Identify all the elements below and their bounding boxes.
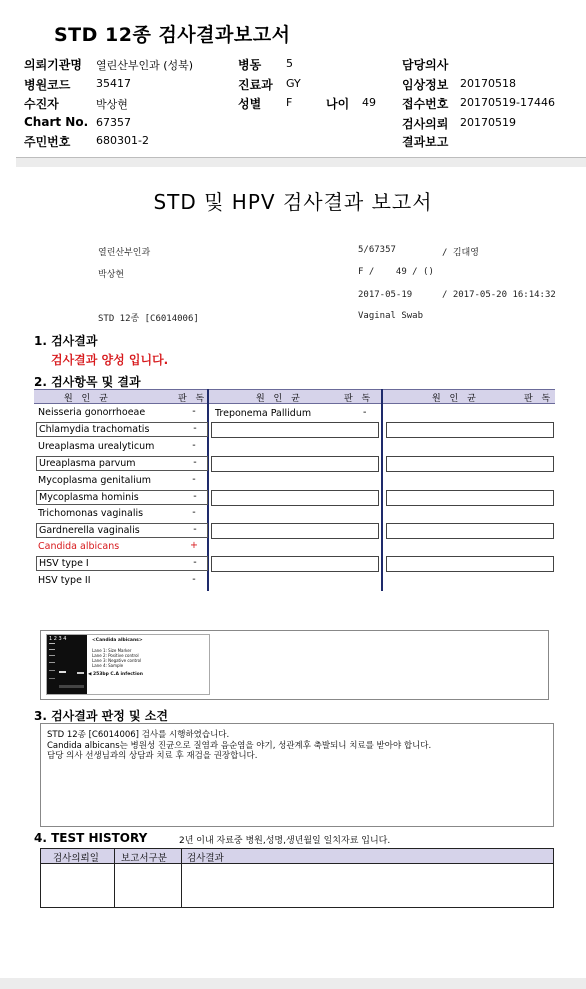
- item-row: [36, 490, 208, 505]
- dept-label: 진료과: [238, 78, 273, 92]
- report-label: 결과보고: [402, 135, 449, 149]
- item-row-positive: [36, 540, 208, 555]
- ward-value: 5: [286, 57, 293, 70]
- history-col: 검사의뢰일: [53, 853, 99, 864]
- item-result: -: [193, 557, 197, 568]
- col-pathogen-2: 원 인 균: [256, 394, 303, 404]
- sex-value: F: [286, 96, 293, 109]
- chart-no-value: 67357: [96, 116, 131, 129]
- footer-bar: [0, 978, 586, 989]
- item-result: -: [193, 491, 197, 502]
- item-result: -: [363, 407, 367, 418]
- hospital-code-value: 35417: [96, 77, 131, 90]
- info-specimen: Vaginal Swab: [358, 311, 424, 321]
- patient-label: 수진자: [24, 97, 59, 111]
- item-result: +: [190, 540, 198, 551]
- empty-cell: [211, 490, 379, 506]
- item-name: Mycoplasma hominis: [39, 492, 139, 503]
- clinic-label: 의뢰기관명: [24, 58, 82, 72]
- item-result: -: [193, 524, 197, 535]
- info-clinic: 열린산부인과: [98, 248, 151, 258]
- item-name: Gardnerella vaginalis: [39, 525, 140, 536]
- empty-cell: [211, 422, 379, 438]
- clinical-info-value: 20170518: [460, 77, 516, 90]
- history-col-divider: [181, 849, 182, 907]
- opinion-line: Candida albicans는 병원성 진균으로 질염과 음순염을 야기, 성관계후 축발되니 치료를 받아야 합니다.: [47, 741, 432, 751]
- ward-label: 병동: [238, 58, 262, 72]
- info-date-from: 2017-05-19: [358, 290, 413, 300]
- col-pathogen-1: 원 인 균: [64, 394, 111, 404]
- opinion-line: STD 12종 [C6014006] 검사를 시행하였습니다.: [47, 730, 230, 740]
- item-row: [36, 556, 208, 571]
- result-summary: 검사결과 양성 입니다.: [51, 353, 169, 367]
- chart-no-label: Chart No.: [24, 115, 89, 129]
- info-test: STD 12종 [C6014006]: [98, 314, 199, 324]
- item-row: [36, 422, 208, 437]
- col-result-1: 판 독: [178, 394, 208, 404]
- header-separator-bar: [16, 158, 586, 167]
- report-title: STD 및 HPV 검사결과 보고서: [153, 190, 433, 214]
- history-table-header: [41, 849, 553, 864]
- doctor-label: 담당의사: [402, 58, 449, 72]
- gel-title: <Candida albicans>: [92, 638, 143, 643]
- item-row: [36, 574, 208, 589]
- item-name: Ureaplasma parvum: [39, 458, 136, 469]
- receipt-no-value: 20170519-17446: [460, 96, 555, 109]
- items-table-header: [34, 389, 555, 404]
- item-result: -: [192, 574, 196, 585]
- col-result-3: 판 독: [524, 394, 554, 404]
- resident-no-label: 주민번호: [24, 135, 71, 149]
- gel-band-label: ◀ 253bp C.A infection: [88, 672, 143, 677]
- item-row: [36, 456, 208, 471]
- dept-value: GY: [286, 77, 301, 90]
- history-col: 보고서구분: [121, 853, 167, 864]
- history-col-divider: [114, 849, 115, 907]
- empty-cell: [386, 556, 554, 572]
- request-label: 검사의뢰: [402, 117, 449, 131]
- patient-value: 박상현: [96, 98, 128, 111]
- opinion-line: 담당 의사 선생님과의 상담과 치료 후 재검을 권장합니다.: [47, 751, 258, 761]
- item-row: [36, 406, 208, 421]
- section3-heading: 3. 검사결과 판정 및 소견: [34, 709, 168, 723]
- receipt-no-label: 접수번호: [402, 97, 449, 111]
- empty-cell: [386, 456, 554, 472]
- age-label: 나이: [326, 97, 350, 111]
- empty-cell: [386, 490, 554, 506]
- gel-legend-item: Lane 1: Size Marker: [92, 648, 132, 653]
- sex-label: 성별: [238, 97, 262, 111]
- item-result: -: [192, 406, 196, 417]
- empty-cell: [211, 456, 379, 472]
- empty-cell: [386, 523, 554, 539]
- history-table: [40, 848, 554, 908]
- gel-legend-item: Lane 4: Sample: [92, 663, 124, 668]
- item-name: Trichomonas vaginalis: [38, 508, 144, 519]
- info-id: 5/67357: [358, 245, 396, 255]
- info-patient: 박상현: [98, 270, 125, 280]
- section2-heading: 2. 검사항목 및 결과: [34, 375, 141, 389]
- item-row: [36, 523, 208, 538]
- item-name: Ureaplasma urealyticum: [38, 441, 155, 452]
- item-row: [36, 507, 208, 522]
- item-name: Treponema Pallidum: [215, 408, 312, 419]
- history-col: 검사결과: [187, 853, 224, 864]
- info-date-to: / 2017-05-20 16:14:32: [442, 290, 556, 300]
- request-value: 20170519: [460, 116, 516, 129]
- item-name: HSV type II: [38, 575, 91, 586]
- empty-cell: [211, 556, 379, 572]
- gel-legend-item: Lane 2: Positive control: [92, 653, 139, 658]
- page-title: STD 12종 검사결과보고서: [54, 24, 291, 46]
- item-name: Chlamydia trachomatis: [39, 424, 150, 435]
- gel-lane-numbers: 1 2 3 4: [49, 636, 67, 642]
- item-row: [36, 474, 208, 489]
- info-sex-age: F / 49 / (): [358, 267, 434, 277]
- item-name: HSV type I: [39, 558, 89, 569]
- item-result: -: [192, 440, 196, 451]
- item-name: Neisseria gonorrhoeae: [38, 407, 146, 418]
- col-pathogen-3: 원 인 균: [432, 394, 479, 404]
- info-staff: / 김대영: [442, 248, 479, 258]
- item-result: -: [193, 457, 197, 468]
- col-result-2: 판 독: [344, 394, 374, 404]
- gel-legend-item: Lane 3: Negative control: [92, 658, 142, 663]
- column-divider: [381, 389, 383, 591]
- history-note: 2년 이내 자료중 병원,성명,생년월일 일치자료 입니다.: [179, 836, 391, 846]
- section1-heading: 1. 검사결과: [34, 334, 98, 348]
- resident-no-value: 680301-2: [96, 134, 149, 147]
- item-result: -: [192, 507, 196, 518]
- clinic-value: 열린산부인과 (성북): [96, 59, 194, 72]
- item-result: -: [193, 423, 197, 434]
- gel-image: [47, 635, 87, 694]
- item-result: -: [192, 474, 196, 485]
- item-row: [36, 440, 208, 455]
- hospital-code-label: 병원코드: [24, 78, 71, 92]
- clinical-info-label: 임상정보: [402, 78, 449, 92]
- item-name: Mycoplasma genitalium: [38, 475, 152, 486]
- section4-heading: 4. TEST HISTORY: [34, 831, 148, 845]
- item-name: Candida albicans: [38, 541, 120, 552]
- age-value: 49: [362, 96, 376, 109]
- empty-cell: [386, 422, 554, 438]
- empty-cell: [211, 523, 379, 539]
